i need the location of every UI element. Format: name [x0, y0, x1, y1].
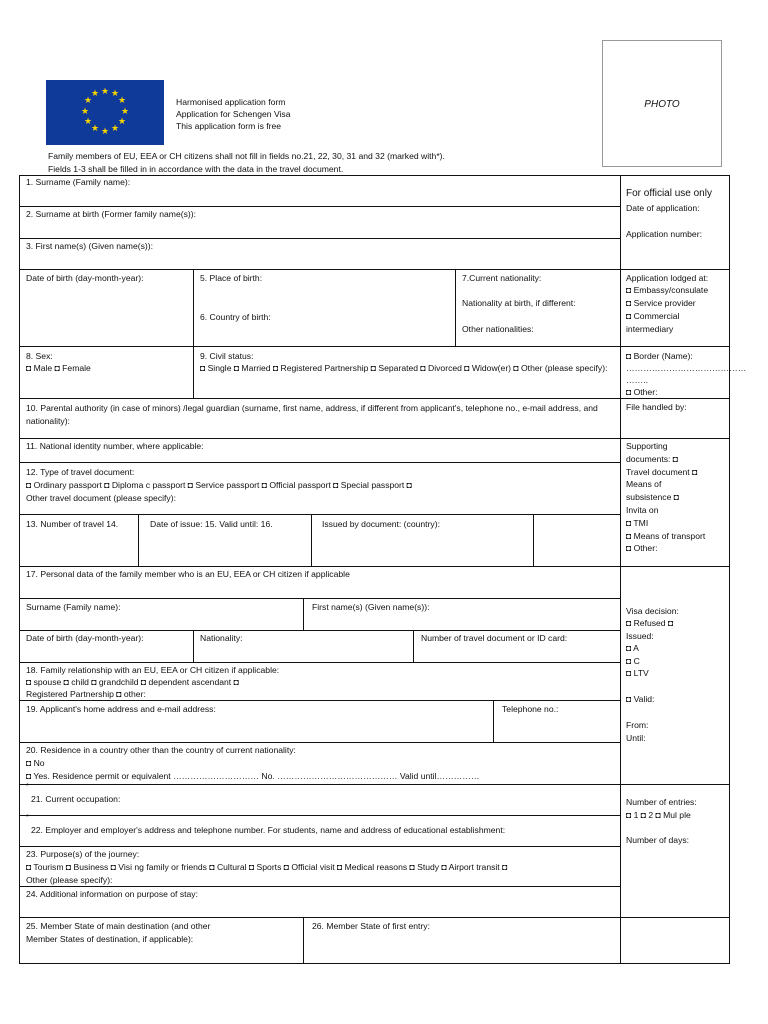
field-date-of-birth[interactable]: Date of birth (day-month-year):: [26, 273, 144, 283]
purpose-options[interactable]: ◘ Tourism ◘ Business ◘ Visi ng family or friends ◘ Cultural ◘ Sports ◘ Official visit ◘ Medical reasons ◘ Study ◘ Airport transit ◘: [26, 862, 508, 872]
field-telephone[interactable]: Telephone no.:: [502, 704, 559, 714]
row-divider: [19, 398, 620, 399]
official-other2: ◘ Other:: [626, 543, 658, 553]
official-visa-decision: Visa decision:: [626, 606, 679, 616]
row-divider: [19, 269, 620, 270]
row-divider: [19, 206, 620, 207]
field-place-of-birth[interactable]: 5. Place of birth:: [200, 273, 263, 283]
field-current-nationality[interactable]: 7.Current nationality:: [462, 273, 542, 283]
star-icon: ★: [120, 106, 130, 116]
row-divider: [19, 598, 620, 599]
field-residence: 20. Residence in a country other than the country of current nationality:: [26, 745, 296, 755]
official-commercial: ◘ Commercial intermediary: [626, 311, 680, 334]
row-divider: [620, 438, 730, 439]
cell-divider: [455, 269, 456, 347]
official-refused: ◘ Refused ◘: [626, 618, 674, 628]
official-invitation: Invita on: [626, 505, 659, 515]
row-divider: [620, 269, 730, 270]
row-divider: [19, 742, 620, 743]
official-type-ltv: ◘ LTV: [626, 668, 649, 678]
star-icon: ★: [100, 126, 110, 136]
row-divider: [19, 815, 620, 816]
official-file-handled: File handled by:: [626, 402, 687, 412]
official-app-number: Application number:: [626, 229, 702, 239]
cell-divider: [193, 630, 194, 663]
form-title-line1: Harmonised application form: [176, 97, 286, 107]
official-border: ◘ Border (Name):: [626, 351, 693, 361]
star-icon: ★: [110, 88, 120, 98]
asterisk-mark: *: [26, 814, 29, 821]
field-national-id[interactable]: 11. National identity number, where applicable:: [26, 441, 204, 451]
field-other-nationalities[interactable]: Other nationalities:: [462, 324, 534, 334]
row-divider: [620, 917, 730, 918]
field-eu-family-member: 17. Personal data of the family member who is an EU, EEA or CH citizen if applicable: [26, 569, 350, 579]
official-entries: Number of entries:: [626, 797, 697, 807]
row-divider: [19, 438, 620, 439]
cell-divider: [193, 269, 194, 399]
field-travel-doc-type: 12. Type of travel document:: [26, 467, 135, 477]
official-lodged-at: Application lodged at:: [626, 273, 709, 283]
star-icon: ★: [117, 95, 127, 105]
field-eu-doc-number[interactable]: Number of travel document or ID card:: [421, 633, 568, 643]
asterisk-mark: *: [26, 783, 29, 790]
star-icon: ★: [80, 106, 90, 116]
star-icon: ★: [100, 85, 110, 96]
star-icon: ★: [83, 116, 93, 126]
relationship-options[interactable]: ◘ spouse ◘ child ◘ grandchild ◘ dependent ascendant ◘: [26, 677, 239, 687]
official-dots: ……………………………………: [626, 363, 747, 373]
row-divider: [19, 630, 620, 631]
field-parental-authority[interactable]: 10. Parental authority (in case of minors) /legal guardian (surname, first name, address, if different from applicant's, telephone no., e-mail address, and nationality):: [26, 403, 598, 426]
row-divider: [19, 462, 620, 463]
row-divider: [620, 346, 730, 347]
star-icon: ★: [83, 95, 93, 105]
field-purpose: 23. Purpose(s) of the journey:: [26, 849, 140, 859]
row-divider: [19, 346, 620, 347]
official-entries-options: ◘ 1 ◘ 2 ◘ Mul ple: [626, 810, 691, 820]
official-from: From:: [626, 720, 649, 730]
field-eu-nationality[interactable]: Nationality:: [200, 633, 243, 643]
star-icon: ★: [117, 116, 127, 126]
row-divider: [19, 566, 620, 567]
row-divider: [620, 784, 730, 785]
field-first-entry[interactable]: 26. Member State of first entry:: [312, 921, 430, 931]
purpose-other[interactable]: Other (please specify):: [26, 875, 113, 885]
cell-divider: [413, 630, 414, 663]
row-divider: [620, 566, 730, 567]
official-days: Number of days:: [626, 835, 690, 845]
field-occupation[interactable]: 21. Current occupation:: [31, 794, 121, 804]
official-travel-document: Travel document ◘: [626, 467, 698, 477]
row-divider: [19, 514, 620, 515]
row-divider: [19, 917, 620, 918]
form-title-line3: This application form is free: [176, 121, 282, 131]
official-provider: ◘ Service provider: [626, 298, 696, 308]
field-eu-surname[interactable]: Surname (Family name):: [26, 602, 121, 612]
cell-divider: [493, 700, 494, 743]
form-title-line2: Application for Schengen Visa: [176, 109, 291, 119]
official-valid: ◘ Valid:: [626, 694, 655, 704]
row-divider: [19, 846, 620, 847]
field-additional-info[interactable]: 24. Additional information on purpose of stay:: [26, 889, 198, 899]
official-tmi: ◘ TMI: [626, 518, 649, 528]
field-sex: 8. Sex:: [26, 351, 53, 361]
official-other: ◘ Other:: [626, 387, 658, 397]
field-issued-by[interactable]: Issued by document: (country):: [322, 519, 440, 529]
photo-label: PHOTO: [644, 99, 680, 110]
field-surname[interactable]: 1. Surname (Family name):: [26, 177, 131, 187]
field-nationality-at-birth[interactable]: Nationality at birth, if different:: [462, 298, 576, 308]
cell-divider: [311, 514, 312, 567]
eu-flag: [46, 80, 164, 145]
table-border: [19, 963, 730, 964]
field-family-relationship: 18. Family relationship with an EU, EEA or CH citizen if applicable:: [26, 665, 280, 675]
field-surname-at-birth[interactable]: 2. Surname at birth (Former family name(s)):: [26, 209, 197, 219]
row-divider: [19, 662, 620, 663]
official-embassy: ◘ Embassy/consulate: [626, 285, 709, 295]
official-supporting: Supporting documents: ◘: [626, 441, 679, 464]
photo-box: [602, 40, 722, 167]
field-doc-dates[interactable]: Date of issue: 15. Valid until: 16.: [150, 519, 273, 529]
cell-divider: [303, 917, 304, 964]
field-employer[interactable]: 22. Employer and employer's address and telephone number. For students, name and address of educational establishment:: [31, 825, 506, 835]
official-until: Until:: [626, 733, 646, 743]
star-icon: ★: [90, 88, 100, 98]
field-first-name[interactable]: 3. First name(s) (Given name(s)):: [26, 241, 154, 251]
cell-divider: [533, 514, 534, 567]
cell-divider: [303, 598, 304, 631]
field-country-of-birth[interactable]: 6. Country of birth:: [200, 312, 271, 322]
sex-options[interactable]: ◘ Male ◘ Female: [26, 363, 91, 373]
field-other-travel-doc[interactable]: Other travel document (please specify):: [26, 493, 176, 503]
official-date: Date of application:: [626, 203, 700, 213]
official-transport: ◘ Means of transport: [626, 531, 706, 541]
official-type-c: ◘ C: [626, 656, 640, 666]
field-travel-doc-number[interactable]: 13. Number of travel 14.: [26, 519, 119, 529]
relationship-other[interactable]: Registered Partnership ◘ other:: [26, 689, 146, 699]
field-civil-status: 9. Civil status:: [200, 351, 254, 361]
star-icon: ★: [110, 123, 120, 133]
official-issued: Issued:: [626, 631, 654, 641]
star-icon: ★: [90, 123, 100, 133]
official-subsistence: Means of subsistence ◘: [626, 479, 679, 502]
official-type-a: ◘ A: [626, 643, 639, 653]
official-dots: ……..: [626, 375, 648, 385]
notice-text: Family members of EU, EEA or CH citizens shall not fill in fields no.21, 22, 30, 31 and 32 (marked with*). Fields 1-3 shall be filled in in accordance with the data in the travel document.: [48, 151, 445, 174]
field-home-address[interactable]: 19. Applicant's home address and e-mail address:: [26, 704, 216, 714]
residence-no-option[interactable]: ◘ No: [26, 758, 45, 768]
field-eu-first-name[interactable]: First name(s) (Given name(s)):: [312, 602, 430, 612]
table-border: [729, 175, 730, 964]
civil-status-options[interactable]: ◘ Single ◘ Married ◘ Registered Partnership ◘ Separated ◘ Divorced ◘ Widow(er) ◘ Other (please specify):: [200, 363, 608, 373]
cell-divider: [138, 514, 139, 567]
official-use-title: For official use only: [626, 188, 712, 199]
field-eu-dob[interactable]: Date of birth (day-month-year):: [26, 633, 144, 643]
travel-doc-options[interactable]: ◘ Ordinary passport ◘ Diploma c passport ◘ Service passport ◘ Official passport ◘ Special passport ◘: [26, 480, 412, 490]
official-column-divider: [620, 175, 621, 964]
row-divider: [19, 784, 620, 785]
field-main-destination[interactable]: 25. Member State of main destination (and other Member States of destination, if applicable):: [26, 921, 211, 944]
residence-yes-option[interactable]: ◘ Yes. Residence permit or equivalent ………………………… No. …………………………………… Valid until……………: [26, 771, 480, 781]
row-divider: [19, 238, 620, 239]
